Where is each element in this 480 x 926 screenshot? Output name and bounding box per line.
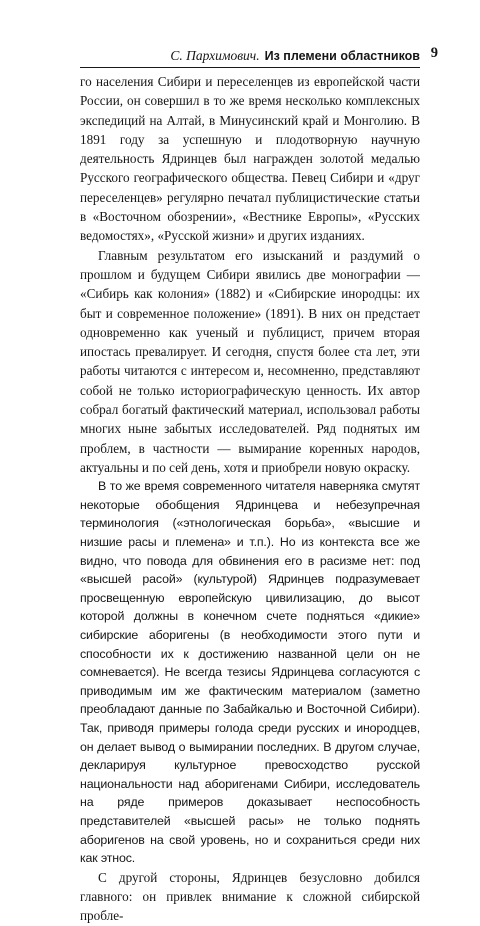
paragraph-3: В то же время современного читателя наверняка смутят некоторые обобщения Ядринцева и небезупречная терминология («этнологическая борьба», «высшие и низшие расы и племена» и т.п.). Но из контекста все же видно, что повода для обвинения его в расизме нет: под «высшей расой» (культурой) Ядринцев подразумевает просвещенную европейскую цивилизацию, до высот которой должны в конечном счете подняться «дикие» сибирские аборигены (в необходимости этого пути и способности их к достижению названной цели он не сомневается). Не всегда тезисы Ядринцева согласуются с приводимым им же фактическим материалом (заметно преобладают данные по Забайкалью и Восточной Сибири). Так, приводя примеры голода среди русских и инородцев, он делает вывод о вымирании последних. В другом случае, декларируя культурное превосходство русской национальности над аборигенами Сибири, исследователь на ряде примеров доказывает неспособность представителей «высшей расы» не только поднять аборигенов на свой уровень, но и сохраниться среди них как этнос.: [80, 479, 420, 866]
paragraph-1: го населения Сибири и переселенцев из европейской части России, он совершил в то же время несколько комплексных экспедиций на Алтай, в Минусинский край и Монголию. В 1891 году за успешную и плодотворную научную деятельность Ядринцев был награжден золотой медалью Русского географического общества. Певец Сибири и «друг переселенцев» регулярно печатал публицистические статьи в «Восточном обозрении», «Вестнике Европы», «Русских ведомостях», «Русской жизни» и других изданиях.: [80, 74, 420, 244]
running-head-title: Из племени областников: [264, 49, 420, 63]
running-head-author: С. Пархимович.: [170, 48, 260, 63]
paragraph-2: Главным результатом его изысканий и раздумий о прошлом и будущем Сибири явились две монографии — «Сибирь как колония» (1882) и «Сибирские инородцы: их быт и современное положение» (1891). В них он предстает одновременно как ученый и публицист, причем вторая ипостась превалирует. И сегодня, спустя более ста лет, эти работы читаются с интересом и, несомненно, представляют собой не только историографическую ценность. Их автор собрал богатый фактический материал, использовал работы многих ныне забытых исследователей. Ряд поднятых им проблем, в частности — вымирание коренных народов, актуальны и по сей день, хотя и приобрели новую окраску.: [80, 247, 420, 475]
paragraph-4: С другой стороны, Ядринцев безусловно добился главного: он привлек внимание к сложной сибирской пробле-: [80, 869, 420, 924]
running-head: [80, 45, 438, 68]
body-text: [80, 72, 420, 926]
page-number: 9: [430, 45, 438, 61]
